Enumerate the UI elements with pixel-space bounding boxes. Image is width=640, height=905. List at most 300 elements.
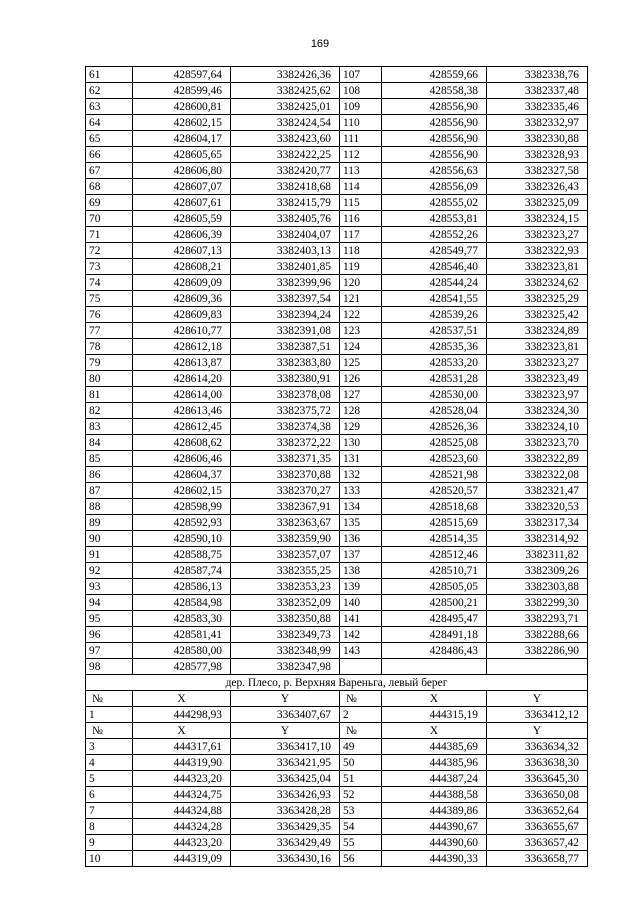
- cell-y: 3382404,07: [231, 227, 340, 243]
- cell-x: 444319,90: [133, 755, 231, 771]
- cell-y-2: 3382323,70: [487, 435, 588, 451]
- cell-num: 70: [86, 211, 133, 227]
- cell-x-2: [382, 659, 487, 675]
- header-y-2: Y: [487, 723, 588, 739]
- table-row: [86, 115, 588, 131]
- cell-y: 3382380,91: [231, 371, 340, 387]
- cell-x: 428599,46: [133, 83, 231, 99]
- cell-num: 96: [86, 627, 133, 643]
- cell-x: 428613,87: [133, 355, 231, 371]
- cell-y: 3382401,85: [231, 259, 340, 275]
- table-row: [86, 227, 588, 243]
- cell-num-2: 139: [340, 579, 382, 595]
- cell-y: 3382374,38: [231, 419, 340, 435]
- cell-x-2: 428515,69: [382, 515, 487, 531]
- table-row: [86, 403, 588, 419]
- cell-num: 85: [86, 451, 133, 467]
- cell-x: 428609,36: [133, 291, 231, 307]
- cell-y: 3382372,22: [231, 435, 340, 451]
- cell-y-2: 3382325,29: [487, 291, 588, 307]
- cell-y: 3382423,60: [231, 131, 340, 147]
- cell-num: 6: [86, 787, 133, 803]
- cell-x-2: 428491,18: [382, 627, 487, 643]
- cell-num-2: 115: [340, 195, 382, 211]
- cell-x-2: 444315,19: [382, 707, 487, 723]
- cell-y-2: 3382324,10: [487, 419, 588, 435]
- cell-num: 98: [86, 659, 133, 675]
- cell-num: 76: [86, 307, 133, 323]
- cell-y-2: 3382323,97: [487, 387, 588, 403]
- cell-x: 428605,59: [133, 211, 231, 227]
- cell-y-2: 3382337,48: [487, 83, 588, 99]
- table-row: [86, 563, 588, 579]
- cell-num-2: 124: [340, 339, 382, 355]
- cell-y-2: 3382332,97: [487, 115, 588, 131]
- cell-num-2: 142: [340, 627, 382, 643]
- cell-num: 91: [86, 547, 133, 563]
- coordinates-table: [85, 66, 588, 867]
- cell-num-2: 49: [340, 739, 382, 755]
- cell-num-2: 135: [340, 515, 382, 531]
- table-row: [86, 627, 588, 643]
- cell-y: 3363429,35: [231, 819, 340, 835]
- cell-y-2: 3382325,42: [487, 307, 588, 323]
- cell-y-2: 3382325,09: [487, 195, 588, 211]
- cell-num-2: 51: [340, 771, 382, 787]
- cell-x-2: 444387,24: [382, 771, 487, 787]
- header-num-2: №: [340, 691, 382, 707]
- cell-x-2: 428553,81: [382, 211, 487, 227]
- cell-num: 8: [86, 819, 133, 835]
- cell-y: 3382420,77: [231, 163, 340, 179]
- cell-x: 428588,75: [133, 547, 231, 563]
- cell-x-2: 444390,60: [382, 835, 487, 851]
- cell-num-2: 138: [340, 563, 382, 579]
- cell-x: 428612,45: [133, 419, 231, 435]
- cell-num-2: 133: [340, 483, 382, 499]
- cell-num-2: 120: [340, 275, 382, 291]
- cell-x: 428604,37: [133, 467, 231, 483]
- cell-y-2: 3382320,53: [487, 499, 588, 515]
- cell-num: 78: [86, 339, 133, 355]
- table-row: [86, 419, 588, 435]
- cell-y-2: 3382324,89: [487, 323, 588, 339]
- cell-x-2: 428556,09: [382, 179, 487, 195]
- cell-y-2: 3363655,67: [487, 819, 588, 835]
- cell-x-2: 428521,98: [382, 467, 487, 483]
- cell-y-2: 3363650,08: [487, 787, 588, 803]
- cell-y-2: 3382286,90: [487, 643, 588, 659]
- cell-x: 428590,10: [133, 531, 231, 547]
- cell-num: 67: [86, 163, 133, 179]
- cell-x: 428608,62: [133, 435, 231, 451]
- cell-x: 428606,80: [133, 163, 231, 179]
- cell-y-2: 3382303,88: [487, 579, 588, 595]
- cell-x: 428577,98: [133, 659, 231, 675]
- header-num: №: [86, 691, 133, 707]
- cell-x: 428602,15: [133, 115, 231, 131]
- cell-num-2: 110: [340, 115, 382, 131]
- table-row: [86, 787, 588, 803]
- cell-num-2: 56: [340, 851, 382, 867]
- cell-num: 62: [86, 83, 133, 99]
- cell-num-2: 128: [340, 403, 382, 419]
- cell-num-2: 134: [340, 499, 382, 515]
- header-row: [86, 723, 588, 739]
- bottom-coordinates-body: [86, 739, 588, 867]
- cell-num-2: 53: [340, 803, 382, 819]
- table-row: [86, 99, 588, 115]
- cell-num: 89: [86, 515, 133, 531]
- cell-y: 3382397,54: [231, 291, 340, 307]
- cell-x: 444324,28: [133, 819, 231, 835]
- table-row: [86, 323, 588, 339]
- cell-y: 3382394,24: [231, 307, 340, 323]
- cell-y-2: 3382317,34: [487, 515, 588, 531]
- cell-y: 3382367,91: [231, 499, 340, 515]
- cell-y: 3382357,07: [231, 547, 340, 563]
- cell-x: 428607,61: [133, 195, 231, 211]
- cell-num-2: 143: [340, 643, 382, 659]
- cell-x-2: 428549,77: [382, 243, 487, 259]
- cell-num: 75: [86, 291, 133, 307]
- cell-num: 61: [86, 67, 133, 83]
- cell-num: 77: [86, 323, 133, 339]
- cell-y-2: 3382335,46: [487, 99, 588, 115]
- cell-num: 94: [86, 595, 133, 611]
- cell-num-2: 141: [340, 611, 382, 627]
- table-row: [86, 163, 588, 179]
- cell-num: 82: [86, 403, 133, 419]
- table-row: [86, 131, 588, 147]
- cell-y-2: 3382323,81: [487, 339, 588, 355]
- cell-y-2: 3382288,66: [487, 627, 588, 643]
- table-row: [86, 803, 588, 819]
- cell-num: 97: [86, 643, 133, 659]
- table-row: [86, 611, 588, 627]
- cell-x-2: 428552,26: [382, 227, 487, 243]
- cell-x-2: 428556,90: [382, 147, 487, 163]
- cell-num: 69: [86, 195, 133, 211]
- cell-num-2: 55: [340, 835, 382, 851]
- cell-x-2: 428541,55: [382, 291, 487, 307]
- cell-y: 3382399,96: [231, 275, 340, 291]
- table-row: [86, 307, 588, 323]
- header-row: [86, 691, 588, 707]
- table-row: [86, 355, 588, 371]
- cell-num-2: 114: [340, 179, 382, 195]
- cell-x-2: 444390,67: [382, 819, 487, 835]
- table-row: [86, 179, 588, 195]
- cell-x: 428613,46: [133, 403, 231, 419]
- header-y: Y: [231, 723, 340, 739]
- cell-num: 4: [86, 755, 133, 771]
- cell-x: 428592,93: [133, 515, 231, 531]
- table-row: [86, 435, 588, 451]
- cell-num-2: 137: [340, 547, 382, 563]
- cell-num: 86: [86, 467, 133, 483]
- header-x: X: [133, 691, 231, 707]
- table-row: [86, 515, 588, 531]
- cell-num-2: 129: [340, 419, 382, 435]
- cell-y: 3363417,10: [231, 739, 340, 755]
- cell-x: 444317,61: [133, 739, 231, 755]
- cell-y-2: 3382293,71: [487, 611, 588, 627]
- cell-x: 428584,98: [133, 595, 231, 611]
- cell-x-2: 428556,90: [382, 131, 487, 147]
- cell-num: 83: [86, 419, 133, 435]
- cell-y: 3382422,25: [231, 147, 340, 163]
- cell-x: 444324,75: [133, 787, 231, 803]
- cell-num-2: 131: [340, 451, 382, 467]
- cell-num: 3: [86, 739, 133, 755]
- table-row: [86, 835, 588, 851]
- cell-y-2: 3382323,27: [487, 227, 588, 243]
- cell-x-2: 428559,66: [382, 67, 487, 83]
- cell-x: 428609,83: [133, 307, 231, 323]
- cell-y: 3363430,16: [231, 851, 340, 867]
- cell-y: 3363425,04: [231, 771, 340, 787]
- cell-y: 3382425,62: [231, 83, 340, 99]
- cell-x-2: 428537,51: [382, 323, 487, 339]
- table-row: [86, 547, 588, 563]
- cell-num-2: 2: [340, 707, 382, 723]
- cell-x-2: 428523,60: [382, 451, 487, 467]
- header-num-2: №: [340, 723, 382, 739]
- header-x-2: X: [382, 723, 487, 739]
- cell-y: 3382403,13: [231, 243, 340, 259]
- cell-x-2: 428525,08: [382, 435, 487, 451]
- cell-x-2: 428546,40: [382, 259, 487, 275]
- cell-num-2: 136: [340, 531, 382, 547]
- cell-y: 3382425,01: [231, 99, 340, 115]
- cell-y-2: 3382299,30: [487, 595, 588, 611]
- cell-num: 84: [86, 435, 133, 451]
- cell-num-2: 118: [340, 243, 382, 259]
- cell-y: 3382426,36: [231, 67, 340, 83]
- table-row: [86, 243, 588, 259]
- table-row: [86, 387, 588, 403]
- cell-x-2: 444389,86: [382, 803, 487, 819]
- cell-x: 428598,99: [133, 499, 231, 515]
- cell-x: 428600,81: [133, 99, 231, 115]
- cell-y: 3382405,76: [231, 211, 340, 227]
- cell-y-2: 3382314,92: [487, 531, 588, 547]
- cell-num-2: 119: [340, 259, 382, 275]
- cell-y: 3382348,99: [231, 643, 340, 659]
- cell-y-2: 3382323,27: [487, 355, 588, 371]
- cell-y: 3382359,90: [231, 531, 340, 547]
- cell-x: 444319,09: [133, 851, 231, 867]
- cell-num-2: 111: [340, 131, 382, 147]
- cell-num-2: 117: [340, 227, 382, 243]
- cell-y-2: 3363645,30: [487, 771, 588, 787]
- cell-y: 3382418,68: [231, 179, 340, 195]
- table-row: [86, 595, 588, 611]
- table-row: [86, 755, 588, 771]
- cell-y-2: 3382327,58: [487, 163, 588, 179]
- cell-num-2: [340, 659, 382, 675]
- top-coordinates-body: [86, 67, 588, 675]
- cell-y: 3382371,35: [231, 451, 340, 467]
- cell-num: 65: [86, 131, 133, 147]
- table-row: [86, 211, 588, 227]
- cell-num: 66: [86, 147, 133, 163]
- cell-num: 93: [86, 579, 133, 595]
- cell-y: 3382363,67: [231, 515, 340, 531]
- cell-y-2: 3382321,47: [487, 483, 588, 499]
- cell-x-2: 428526,36: [382, 419, 487, 435]
- table-row: [86, 291, 588, 307]
- cell-num-2: 113: [340, 163, 382, 179]
- cell-y-2: 3382322,93: [487, 243, 588, 259]
- section-title-row: [86, 675, 588, 691]
- cell-y-2: 3382338,76: [487, 67, 588, 83]
- table-row: [86, 259, 588, 275]
- cell-y: 3382350,88: [231, 611, 340, 627]
- table-row: [86, 467, 588, 483]
- cell-y-2: 3382324,15: [487, 211, 588, 227]
- cell-y-2: 3382328,93: [487, 147, 588, 163]
- cell-y-2: 3363658,77: [487, 851, 588, 867]
- table-row: [86, 851, 588, 867]
- table-row: [86, 499, 588, 515]
- cell-y-2: 3382322,08: [487, 467, 588, 483]
- cell-x-2: 444388,58: [382, 787, 487, 803]
- cell-num: 79: [86, 355, 133, 371]
- cell-num: 9: [86, 835, 133, 851]
- cell-num: 92: [86, 563, 133, 579]
- cell-y-2: 3382326,43: [487, 179, 588, 195]
- cell-x-2: 444390,33: [382, 851, 487, 867]
- cell-num: 72: [86, 243, 133, 259]
- cell-x: 428609,09: [133, 275, 231, 291]
- table-row: [86, 643, 588, 659]
- table-row: [86, 483, 588, 499]
- cell-y: 3382415,79: [231, 195, 340, 211]
- cell-x-2: 428528,04: [382, 403, 487, 419]
- cell-x: 444323,20: [133, 771, 231, 787]
- table-row: [86, 451, 588, 467]
- cell-x-2: 428535,36: [382, 339, 487, 355]
- cell-x: 428606,46: [133, 451, 231, 467]
- cell-x: 428580,00: [133, 643, 231, 659]
- table-row: [86, 67, 588, 83]
- cell-x: 428583,30: [133, 611, 231, 627]
- table-row: [86, 195, 588, 211]
- cell-x-2: 428514,35: [382, 531, 487, 547]
- cell-y-2: 3363657,42: [487, 835, 588, 851]
- cell-x: 444323,20: [133, 835, 231, 851]
- cell-y-2: 3363634,32: [487, 739, 588, 755]
- cell-num: 88: [86, 499, 133, 515]
- cell-y: 3382347,98: [231, 659, 340, 675]
- cell-y: 3382355,25: [231, 563, 340, 579]
- header-x: X: [133, 723, 231, 739]
- cell-num-2: 109: [340, 99, 382, 115]
- cell-y: 3382387,51: [231, 339, 340, 355]
- cell-y-2: 3382324,62: [487, 275, 588, 291]
- cell-x: 428607,07: [133, 179, 231, 195]
- cell-x-2: 428500,21: [382, 595, 487, 611]
- cell-num: 10: [86, 851, 133, 867]
- table-row: [86, 707, 588, 723]
- cell-x: 428608,21: [133, 259, 231, 275]
- cell-num-2: 140: [340, 595, 382, 611]
- table-row: [86, 579, 588, 595]
- cell-y: 3363421,95: [231, 755, 340, 771]
- cell-y-2: 3363638,30: [487, 755, 588, 771]
- cell-x-2: 428518,68: [382, 499, 487, 515]
- cell-num-2: 108: [340, 83, 382, 99]
- cell-x-2: 428556,90: [382, 99, 487, 115]
- header-y-2: Y: [487, 691, 588, 707]
- cell-num: 63: [86, 99, 133, 115]
- cell-num-2: 126: [340, 371, 382, 387]
- section-title: дер. Плесо, р. Верхняя Вареньга, левый берег: [86, 675, 588, 691]
- section-body: [86, 675, 588, 739]
- cell-x-2: 428558,38: [382, 83, 487, 99]
- cell-y-2: 3363652,64: [487, 803, 588, 819]
- cell-num-2: 127: [340, 387, 382, 403]
- cell-x-2: 428555,02: [382, 195, 487, 211]
- cell-y: 3382375,72: [231, 403, 340, 419]
- cell-x: 428614,20: [133, 371, 231, 387]
- cell-y: 3363407,67: [231, 707, 340, 723]
- cell-num: 73: [86, 259, 133, 275]
- cell-x-2: 444385,96: [382, 755, 487, 771]
- cell-y-2: 3382330,88: [487, 131, 588, 147]
- cell-num: 64: [86, 115, 133, 131]
- cell-num: 81: [86, 387, 133, 403]
- cell-x-2: 428530,00: [382, 387, 487, 403]
- cell-num-2: 112: [340, 147, 382, 163]
- cell-x-2: 428505,05: [382, 579, 487, 595]
- cell-num: 5: [86, 771, 133, 787]
- cell-x: 428587,74: [133, 563, 231, 579]
- header-x-2: X: [382, 691, 487, 707]
- header-y: Y: [231, 691, 340, 707]
- cell-y: 3363429,49: [231, 835, 340, 851]
- cell-y: 3382383,80: [231, 355, 340, 371]
- cell-x-2: 428520,57: [382, 483, 487, 499]
- cell-y: 3382370,27: [231, 483, 340, 499]
- cell-num-2: 50: [340, 755, 382, 771]
- cell-num: 7: [86, 803, 133, 819]
- cell-x-2: 428531,28: [382, 371, 487, 387]
- cell-y: 3382349,73: [231, 627, 340, 643]
- table-row: [86, 819, 588, 835]
- header-num: №: [86, 723, 133, 739]
- cell-x: 428607,13: [133, 243, 231, 259]
- cell-x-2: 428533,20: [382, 355, 487, 371]
- cell-num: 68: [86, 179, 133, 195]
- cell-num: 71: [86, 227, 133, 243]
- cell-x-2: 428556,90: [382, 115, 487, 131]
- cell-x-2: 428556,63: [382, 163, 487, 179]
- cell-x-2: 428510,71: [382, 563, 487, 579]
- cell-num-2: 122: [340, 307, 382, 323]
- cell-num-2: 132: [340, 467, 382, 483]
- cell-x-2: 444385,69: [382, 739, 487, 755]
- cell-num-2: 54: [340, 819, 382, 835]
- cell-x-2: 428486,43: [382, 643, 487, 659]
- cell-x-2: 428544,24: [382, 275, 487, 291]
- cell-y-2: 3382311,82: [487, 547, 588, 563]
- cell-num-2: 52: [340, 787, 382, 803]
- cell-x: 444324,88: [133, 803, 231, 819]
- table-row: [86, 339, 588, 355]
